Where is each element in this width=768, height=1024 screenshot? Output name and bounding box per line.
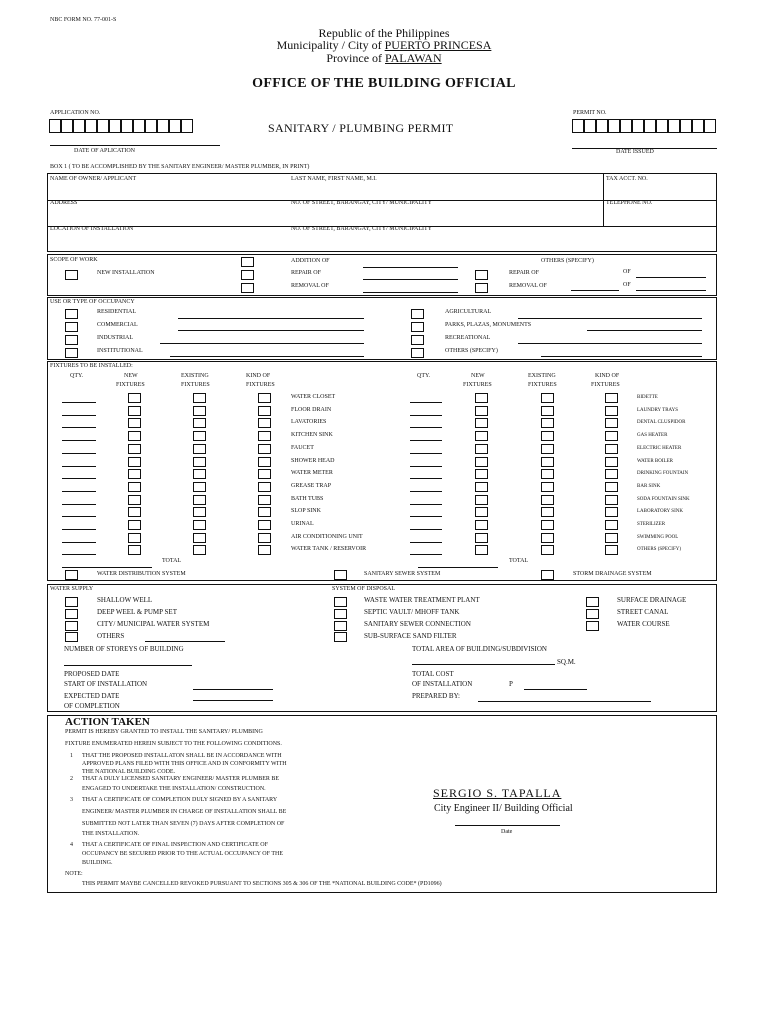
total-cost-label: TOTAL COST: [412, 670, 454, 678]
proposed-date-label: PROPOSED DATE: [64, 670, 120, 678]
fixture-kind-left-checkbox-2[interactable]: [258, 418, 271, 428]
start-installation-label: START OF INSTALLATION: [64, 680, 148, 688]
fixture-new-left-checkbox-3[interactable]: [128, 431, 141, 441]
occ-left-checkbox-2[interactable]: [65, 335, 78, 345]
fixture-qty-left-12[interactable]: [62, 554, 96, 555]
repair-checkbox[interactable]: [241, 270, 254, 280]
fixture-left-label-8: BATH TUBS: [291, 495, 324, 502]
fixture-existing-left-checkbox-7[interactable]: [193, 482, 206, 492]
republic-line: Republic of the Philippines: [318, 26, 450, 40]
condition-2-number: 2: [70, 776, 73, 782]
fixtures-kind-header-right-2: FIXTURES: [591, 382, 620, 388]
condition-2-line-a: THAT A DULY LICENSED SANITARY ENGINEER/ MASTER PLUMBER BE: [82, 776, 280, 782]
disposal-b-label-2: WATER COURSE: [617, 620, 670, 628]
fixtures-kind-header-2: FIXTURES: [246, 382, 275, 388]
fixture-kind-right-checkbox-0[interactable]: [605, 393, 618, 403]
fixture-qty-left-8[interactable]: [62, 504, 96, 505]
occ-right-checkbox-1[interactable]: [411, 322, 424, 332]
fixture-kind-right-checkbox-7[interactable]: [605, 482, 618, 492]
condition-4-line-a: THAT A CERTIFICATE OF FINAL INSPECTION AND CERTIFICATE OF: [82, 842, 268, 848]
storeys-line[interactable]: [64, 665, 192, 666]
addition-label: ADDITION OF: [291, 258, 330, 264]
fixture-new-left-checkbox-5[interactable]: [128, 457, 141, 467]
condition-3-number: 3: [70, 797, 73, 803]
fixture-qty-left-5[interactable]: [62, 466, 96, 467]
fixture-qty-left-3[interactable]: [62, 440, 96, 441]
fixture-kind-left-checkbox-5[interactable]: [258, 457, 271, 467]
fixture-left-label-9: SLOP SINK: [291, 508, 321, 515]
fixtures-qty-header-right: QTY.: [417, 373, 431, 379]
sqm-label: SQ.M.: [557, 658, 576, 666]
supply-label-2: CITY/ MUNICIPAL WATER SYSTEM: [97, 620, 210, 628]
fixture-qty-left-4[interactable]: [62, 453, 96, 454]
condition-1-line-a: THAT THE PROPOSED INSTALLATON SHALL BE IN ACCORDANCE WITH: [82, 753, 282, 759]
fixture-new-right-checkbox-7[interactable]: [475, 482, 488, 492]
supply-label-1: DEEP WEEL & PUMP SET: [97, 608, 177, 616]
scope-title: SCOPE OF WORK: [50, 257, 98, 263]
prepared-by-label: PREPARED BY:: [412, 692, 460, 700]
fixture-kind-right-checkbox-1[interactable]: [605, 406, 618, 416]
date-issued-label: DATE ISSUED: [616, 149, 654, 155]
supply-checkbox-2[interactable]: [65, 621, 78, 631]
fixture-right-label-10: STERILIZER: [637, 522, 666, 527]
condition-3-line-d: THE INSTALLATION.: [82, 831, 140, 837]
municipality-prefix: Municipality / City of: [276, 38, 385, 52]
expected-date-label: EXPECTED DATE: [64, 692, 120, 700]
occ-right-label-2: RECREATIONAL: [445, 335, 491, 341]
fixture-new-left-checkbox-12[interactable]: [128, 545, 141, 555]
occ-left-label-1: COMMERCIAL: [97, 322, 138, 328]
condition-1-line-c: THE NATIONAL BUILDING CODE.: [82, 769, 176, 775]
occ-right-label-3: OTHERS (SPECIFY): [445, 348, 498, 354]
fixture-kind-right-checkbox-3[interactable]: [605, 431, 618, 441]
sanitary-sewer-label: SANITARY SEWER SYSTEM: [364, 571, 441, 577]
fixture-existing-left-checkbox-12[interactable]: [193, 545, 206, 555]
fixture-new-right-checkbox-9[interactable]: [475, 507, 488, 517]
fixture-qty-right-4[interactable]: [410, 453, 442, 454]
location-hint[interactable]: NO. OF STREET, BARANGAY, CITY/ MUNICIPALITY: [291, 226, 433, 232]
fixtures-new-header-2: FIXTURES: [116, 382, 145, 388]
fixture-right-label-0: BIDETTE: [637, 395, 658, 400]
fixture-existing-left-checkbox-11[interactable]: [193, 533, 206, 543]
fixture-new-right-checkbox-12[interactable]: [475, 545, 488, 555]
province-line: [0, 51, 768, 66]
fixture-kind-right-checkbox-5[interactable]: [605, 457, 618, 467]
fixture-kind-right-checkbox-8[interactable]: [605, 495, 618, 505]
fixture-kind-right-checkbox-2[interactable]: [605, 418, 618, 428]
fixture-new-left-checkbox-9[interactable]: [128, 507, 141, 517]
fixture-existing-left-checkbox-3[interactable]: [193, 431, 206, 441]
fixture-right-label-9: LABORATORY SINK: [637, 509, 683, 515]
fixture-qty-left-10[interactable]: [62, 529, 96, 530]
fixture-kind-left-checkbox-3[interactable]: [258, 431, 271, 441]
disposal-a-checkbox-1[interactable]: [334, 609, 347, 619]
removal-2-label: REMOVAL OF: [509, 283, 547, 289]
fixture-new-left-checkbox-8[interactable]: [128, 495, 141, 505]
fixtures-total-right: TOTAL: [509, 558, 529, 564]
official-name: SERGIO S. TAPALLA: [433, 786, 562, 800]
removal-checkbox[interactable]: [241, 283, 254, 293]
fixture-new-right-checkbox-8[interactable]: [475, 495, 488, 505]
disposal-b-checkbox-0[interactable]: [586, 597, 599, 607]
fixture-right-label-12: OTHERS (SPECIFY): [637, 547, 682, 553]
action-intro-2: FIXTURE ENUMERATED HEREIN SUBJECT TO THE FOLLOWING CONDITIONS.: [65, 741, 282, 747]
fixture-qty-right-3[interactable]: [410, 440, 442, 441]
fixtures-new-header: NEW: [124, 373, 138, 379]
fixture-kind-right-checkbox-9[interactable]: [605, 507, 618, 517]
of-1-label: OF: [623, 269, 631, 275]
storm-drainage-checkbox[interactable]: [541, 570, 554, 580]
fixtures-existing-header-right-2: FIXTURES: [528, 382, 557, 388]
fixtures-existing-header: EXISTING: [181, 373, 209, 379]
occ-right-checkbox-2[interactable]: [411, 335, 424, 345]
fixture-new-right-checkbox-5[interactable]: [475, 457, 488, 467]
occ-left-label-0: RESIDENTIAL: [97, 309, 136, 315]
fixture-right-label-1: LAUNDRY TRAYS: [637, 407, 679, 413]
fixture-kind-left-checkbox-11[interactable]: [258, 533, 271, 543]
condition-2-line-b: ENGAGED TO UNDERTAKE THE INSTALLATION/ CONSTRUCTION.: [82, 786, 266, 792]
fixture-qty-right-6[interactable]: [410, 478, 442, 479]
repair-2-checkbox[interactable]: [475, 270, 488, 280]
condition-4-number: 4: [70, 842, 73, 848]
removal-label: REMOVAL OF: [291, 283, 329, 289]
fixture-new-right-checkbox-0[interactable]: [475, 393, 488, 403]
date-application-line[interactable]: [50, 145, 220, 146]
fixture-existing-right-checkbox-2[interactable]: [541, 418, 554, 428]
disposal-a-label-1: SEPTIC VAULT/ MHOFF TANK: [364, 608, 460, 616]
cost-installation-label: OF INSTALLATION: [412, 680, 473, 688]
fixture-existing-right-checkbox-0[interactable]: [541, 393, 554, 403]
fixture-new-left-checkbox-2[interactable]: [128, 418, 141, 428]
fixture-existing-right-checkbox-3[interactable]: [541, 431, 554, 441]
fixture-new-right-checkbox-6[interactable]: [475, 469, 488, 479]
fixture-qty-left-6[interactable]: [62, 478, 96, 479]
occ-left-label-3: INSTITUTIONAL: [97, 348, 143, 354]
fixture-kind-right-checkbox-11[interactable]: [605, 533, 618, 543]
fixture-existing-right-checkbox-5[interactable]: [541, 457, 554, 467]
occ-left-checkbox-0[interactable]: [65, 309, 78, 319]
province-prefix: Province of: [326, 51, 386, 65]
cost-line[interactable]: [524, 689, 587, 690]
fixture-new-left-checkbox-10[interactable]: [128, 520, 141, 530]
fixture-new-right-checkbox-2[interactable]: [475, 418, 488, 428]
fixture-right-label-6: DRINKING FOUNTAIN: [637, 471, 689, 477]
peso-sign: P: [509, 680, 513, 688]
area-label: TOTAL AREA OF BUILDING/SUBDIVISION: [412, 645, 547, 653]
repair-2-label: REPAIR OF: [509, 270, 539, 276]
official-title: City Engineer II/ Building Official: [434, 803, 573, 814]
disposal-title: SYSTEM OF DISPOSAL: [332, 586, 396, 592]
fixture-right-label-4: ELECTRIC HEATER: [637, 445, 682, 451]
owner-label: NAME OF OWNER/ APPLICANT: [50, 176, 137, 182]
fixtures-kind-header-right: KIND OF: [595, 373, 620, 379]
fixture-existing-right-checkbox-10[interactable]: [541, 520, 554, 530]
fixture-left-label-2: LAVATORIES: [291, 419, 327, 426]
province-name: PALAWAN: [385, 51, 442, 65]
fixture-kind-left-checkbox-8[interactable]: [258, 495, 271, 505]
fixture-right-label-2: DENTAL CLUSPIDOR: [637, 420, 686, 426]
fixture-existing-left-checkbox-2[interactable]: [193, 418, 206, 428]
date-signature-line[interactable]: [455, 825, 560, 826]
fixture-qty-right-7[interactable]: [410, 491, 442, 492]
fixture-qty-right-12[interactable]: [410, 554, 442, 555]
fixture-left-label-0: WATER CLOSET: [291, 394, 336, 400]
fixture-kind-left-checkbox-0[interactable]: [258, 393, 271, 403]
box1-frame: [47, 173, 717, 252]
others-scope-label: OTHERS (SPECIFY): [541, 258, 594, 264]
fixture-kind-right-checkbox-6[interactable]: [605, 469, 618, 479]
occ-left-checkbox-3[interactable]: [65, 348, 78, 358]
fixtures-title: FIXTURES TO BE INSTALLED:: [50, 363, 133, 369]
condition-3-line-a: THAT A CERTIFICATE OF COMPLETION DULY SIGNED BY A SANITARY: [82, 797, 278, 803]
fixture-qty-right-8[interactable]: [410, 504, 442, 505]
fixture-kind-left-checkbox-1[interactable]: [258, 406, 271, 416]
fixture-qty-left-1[interactable]: [62, 415, 96, 416]
fixture-existing-right-checkbox-1[interactable]: [541, 406, 554, 416]
fixture-left-label-5: SHOWER HEAD: [291, 457, 335, 464]
fixture-existing-right-checkbox-9[interactable]: [541, 507, 554, 517]
fixture-new-left-checkbox-6[interactable]: [128, 469, 141, 479]
fixture-left-label-4: FAUCET: [291, 444, 314, 451]
box1-caption: BOX 1 ( TO BE ACCOMPLISHED BY THE SANITARY ENGINEER/ MASTER PLUMBER, IN PRINT): [50, 164, 310, 170]
disposal-a-checkbox-0[interactable]: [334, 597, 347, 607]
repair-label: REPAIR OF: [291, 270, 321, 276]
disposal-b-checkbox-1[interactable]: [586, 609, 599, 619]
supply-label-0: SHALLOW WELL: [97, 596, 153, 604]
fixture-qty-right-10[interactable]: [410, 529, 442, 530]
application-no-label: APPLICATION NO.: [50, 110, 101, 116]
fixture-left-label-3: KITCHEN SINK: [291, 432, 333, 439]
address-hint[interactable]: NO. OF STREET, BARANGAY, CITY/ MUNICIPALITY: [291, 200, 433, 206]
fixture-kind-right-checkbox-12[interactable]: [605, 545, 618, 555]
disposal-a-label-3: SUB-SURFACE SAND FILTER: [364, 632, 457, 640]
occ-left-checkbox-1[interactable]: [65, 322, 78, 332]
fixture-right-label-8: SODA FOUNTAIN SINK: [637, 496, 690, 502]
disposal-a-label-2: SANITARY SEWER CONNECTION: [364, 620, 471, 628]
fixture-kind-left-checkbox-4[interactable]: [258, 444, 271, 454]
prepared-by-line[interactable]: [478, 701, 651, 702]
storm-drainage-label: STORM DRAINAGE SYSTEM: [573, 571, 652, 577]
fixture-right-label-7: BAR SINK: [637, 483, 661, 489]
supply-checkbox-1[interactable]: [65, 609, 78, 619]
fixture-left-label-7: GREASE TRAP: [291, 482, 332, 489]
fixture-qty-right-2[interactable]: [410, 427, 442, 428]
fixture-qty-right-5[interactable]: [410, 466, 442, 467]
occ-right-checkbox-0[interactable]: [411, 309, 424, 319]
disposal-a-label-0: WASTE WATER TREATMENT PLANT: [364, 596, 480, 604]
fixtures-qty-header: QTY.: [70, 373, 84, 379]
supply-checkbox-0[interactable]: [65, 597, 78, 607]
action-intro-1: PERMIT IS HEREBY GRANTED TO INSTALL THE SANITARY/ PLUMBING: [65, 729, 263, 735]
fixture-existing-left-checkbox-9[interactable]: [193, 507, 206, 517]
fixture-qty-right-0[interactable]: [410, 402, 442, 403]
occ-left-label-2: INDUSTRIAL: [97, 335, 133, 341]
address-label: ADDRESS: [50, 200, 78, 206]
occ-right-label-0: AGRICULTURAL: [445, 309, 492, 315]
water-distribution-checkbox[interactable]: [65, 570, 78, 580]
action-title: ACTION TAKEN: [65, 716, 150, 728]
fixture-existing-left-checkbox-8[interactable]: [193, 495, 206, 505]
fixture-existing-left-checkbox-5[interactable]: [193, 457, 206, 467]
occ-right-label-1: PARKS, PLAZAS, MONUMENTS: [445, 322, 532, 328]
fixture-new-left-checkbox-4[interactable]: [128, 444, 141, 454]
fixture-kind-left-checkbox-10[interactable]: [258, 520, 271, 530]
start-date-line[interactable]: [193, 689, 273, 690]
condition-1-line-b: APPROVED PLANS FILED WITH THIS OFFICE AND IN CONFORMITY WITH: [82, 761, 287, 767]
tax-acct-label[interactable]: TAX ACCT. NO.: [606, 176, 648, 182]
occ-right-checkbox-3[interactable]: [411, 348, 424, 358]
fixture-new-left-checkbox-7[interactable]: [128, 482, 141, 492]
fixture-left-label-10: URINAL: [291, 521, 314, 527]
condition-1-number: 1: [70, 753, 73, 759]
permit-title: SANITARY / PLUMBING PERMIT: [268, 121, 454, 135]
fixtures-new-header-right: NEW: [471, 373, 485, 379]
form-number: NBC FORM NO. 77-001-S: [50, 17, 117, 23]
supply-checkbox-3[interactable]: [65, 632, 78, 642]
note-label: NOTE:: [65, 871, 83, 877]
removal-2-checkbox[interactable]: [475, 283, 488, 293]
fixture-new-right-checkbox-10[interactable]: [475, 520, 488, 530]
fixtures-kind-header: KIND OF: [246, 373, 271, 379]
location-label: LOCATION OF INSTALLATION: [50, 226, 134, 232]
fixture-new-left-checkbox-1[interactable]: [128, 406, 141, 416]
occupancy-title: USE OR TYPE OF OCCUPANCY: [50, 299, 135, 305]
office-title: OFFICE OF THE BUILDING OFFICIAL: [252, 76, 516, 91]
fixture-existing-left-checkbox-10[interactable]: [193, 520, 206, 530]
addition-checkbox[interactable]: [241, 257, 254, 267]
of-2-label: OF: [623, 282, 631, 288]
fixture-new-right-checkbox-1[interactable]: [475, 406, 488, 416]
new-installation-checkbox[interactable]: [65, 270, 78, 280]
fixtures-new-header-right-2: FIXTURES: [463, 382, 492, 388]
fixture-qty-left-11[interactable]: [62, 542, 96, 543]
condition-3-line-b: ENGINEER/ MASTER PLUMBER IN CHARGE OF INSTALLATION SHALL BE: [82, 809, 287, 815]
fixture-existing-right-checkbox-6[interactable]: [541, 469, 554, 479]
fixture-kind-left-checkbox-7[interactable]: [258, 482, 271, 492]
fixture-existing-left-checkbox-0[interactable]: [193, 393, 206, 403]
condition-3-line-c: SUBMITTED NOT LATER THAN SEVEN (7) DAYS AFTER COMPLETION OF: [82, 821, 285, 827]
fixture-new-right-checkbox-11[interactable]: [475, 533, 488, 543]
fixture-existing-right-checkbox-8[interactable]: [541, 495, 554, 505]
fixture-left-label-6: WATER METER: [291, 470, 333, 477]
fixtures-total-left: TOTAL: [162, 558, 182, 564]
area-line[interactable]: [412, 664, 555, 665]
fixtures-existing-header-2: FIXTURES: [181, 382, 210, 388]
fixture-kind-left-checkbox-12[interactable]: [258, 545, 271, 555]
completion-date-line[interactable]: [193, 700, 273, 701]
fixture-existing-right-checkbox-11[interactable]: [541, 533, 554, 543]
owner-hint[interactable]: LAST NAME, FIRST NAME, M.I.: [291, 176, 377, 182]
fixture-existing-right-checkbox-4[interactable]: [541, 444, 554, 454]
fixture-existing-left-checkbox-6[interactable]: [193, 469, 206, 479]
occupancy-frame: [47, 297, 717, 360]
disposal-b-label-0: SURFACE DRAINAGE: [617, 596, 687, 604]
fixture-qty-left-7[interactable]: [62, 491, 96, 492]
storeys-label: NUMBER OF STOREYS OF BUILDING: [64, 645, 184, 653]
date-application-label: DATE OF APLICATION: [74, 148, 136, 154]
fixture-right-label-11: SWIMMING POOL: [637, 534, 679, 540]
fixture-left-label-1: FLOOR DRAIN: [291, 406, 332, 413]
water-distribution-label: WATER DISTRIBUTION SYSTEM: [97, 571, 186, 577]
new-installation-label: NEW INSTALLATION: [97, 270, 155, 276]
disposal-a-checkbox-3[interactable]: [334, 632, 347, 642]
completion-label: OF COMPLETION: [64, 702, 120, 710]
condition-4-line-c: BUILDING.: [82, 860, 113, 866]
fixture-qty-left-2[interactable]: [62, 427, 96, 428]
supply-label-3: OTHERS: [97, 632, 125, 640]
water-supply-title: WATER SUPPLY: [50, 586, 94, 592]
fixture-kind-left-checkbox-9[interactable]: [258, 507, 271, 517]
fixture-new-left-checkbox-0[interactable]: [128, 393, 141, 403]
fixture-qty-right-11[interactable]: [410, 542, 442, 543]
fixture-right-label-5: WATER BOILER: [637, 458, 673, 464]
disposal-a-checkbox-2[interactable]: [334, 621, 347, 631]
fixtures-existing-header-right: EXISTING: [528, 373, 556, 379]
fixture-right-label-3: GAS HEATER: [637, 433, 668, 439]
note-text: THIS PERMIT MAYBE CANCELLED REVOKED PURSUANT TO SECTIONS 305 & 306 OF THE *NATIONAL BUILDING CODE* (PD1096): [82, 881, 442, 887]
permit-no-label: PERMIT NO.: [573, 110, 607, 116]
sanitary-sewer-checkbox[interactable]: [334, 570, 347, 580]
disposal-b-checkbox-2[interactable]: [586, 621, 599, 631]
date-label: Date: [501, 829, 513, 835]
fixture-kind-right-checkbox-10[interactable]: [605, 520, 618, 530]
fixture-existing-right-checkbox-7[interactable]: [541, 482, 554, 492]
fixture-existing-right-checkbox-12[interactable]: [541, 545, 554, 555]
fixture-left-label-12: WATER TANK / RESERVOIR: [291, 546, 367, 553]
disposal-b-label-1: STREET CANAL: [617, 608, 669, 616]
fixture-existing-left-checkbox-4[interactable]: [193, 444, 206, 454]
fixture-kind-right-checkbox-4[interactable]: [605, 444, 618, 454]
fixture-qty-left-0[interactable]: [62, 402, 96, 403]
fixture-left-label-11: AIR CONDITIONING UNIT: [291, 533, 363, 540]
fixture-new-right-checkbox-3[interactable]: [475, 431, 488, 441]
telephone-label[interactable]: TELEPHONE NO.: [606, 200, 653, 206]
fixture-qty-right-9[interactable]: [410, 516, 442, 517]
fixture-new-left-checkbox-11[interactable]: [128, 533, 141, 543]
fixture-qty-right-1[interactable]: [410, 415, 442, 416]
fixture-qty-left-9[interactable]: [62, 516, 96, 517]
city-name: PUERTO PRINCESA: [384, 38, 492, 52]
fixture-kind-left-checkbox-6[interactable]: [258, 469, 271, 479]
fixture-existing-left-checkbox-1[interactable]: [193, 406, 206, 416]
condition-4-line-b: OCCUPANCY BE SECURED PRIOR TO THE ACTUAL OCCUPANCY OF THE: [82, 851, 283, 857]
fixture-new-right-checkbox-4[interactable]: [475, 444, 488, 454]
